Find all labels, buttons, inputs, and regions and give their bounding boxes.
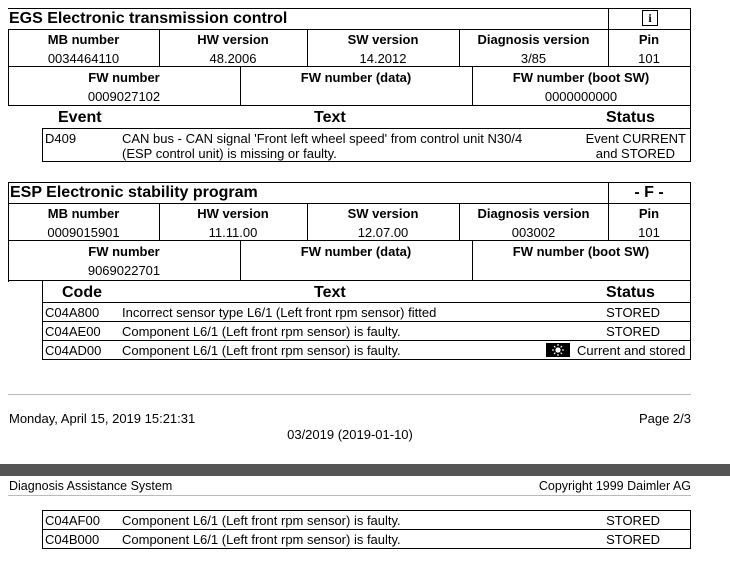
esp-code: C04A800 xyxy=(45,305,100,320)
esp-title: ESP Electronic stability program xyxy=(10,184,258,201)
divider xyxy=(8,495,691,496)
divider xyxy=(8,105,691,106)
egs-title: EGS Electronic transmission control xyxy=(9,10,288,27)
esp-sw-value: 12.07.00 xyxy=(357,225,409,240)
divider xyxy=(42,359,691,360)
egs-text-header: Text xyxy=(314,109,346,126)
divider xyxy=(8,203,691,204)
divider xyxy=(608,8,609,30)
egs-header-sw: SW version xyxy=(347,32,419,47)
egs-header-diag: Diagnosis version xyxy=(477,32,590,47)
egs-mb-value: 0034464110 xyxy=(47,51,120,66)
egs-hw-value: 48.2006 xyxy=(209,51,257,66)
egs-header-pin: Pin xyxy=(638,32,660,47)
esp-code-status: STORED xyxy=(606,305,660,320)
esp-fw-header: FW number xyxy=(88,244,160,259)
esp-mb-value: 0009015901 xyxy=(47,225,120,240)
esp-pin-value: 101 xyxy=(638,225,660,240)
divider xyxy=(42,161,691,162)
esp-header-pin: Pin xyxy=(638,206,660,221)
egs-pin-value: 101 xyxy=(638,51,660,66)
continued-code: C04B000 xyxy=(45,532,100,547)
esp-header-sw: SW version xyxy=(347,206,419,221)
egs-fw-data-header: FW number (data) xyxy=(300,70,412,85)
continued-code: C04AF00 xyxy=(45,513,100,528)
divider xyxy=(8,66,691,67)
esp-code-header: Code xyxy=(62,284,102,301)
continued-code-status: STORED xyxy=(606,513,660,528)
divider xyxy=(8,280,691,281)
divider xyxy=(690,106,691,162)
egs-fw-value: 0009027102 xyxy=(87,89,161,104)
divider xyxy=(8,8,691,9)
footer-version: 03/2019 (2019-01-10) xyxy=(287,427,413,442)
divider xyxy=(690,66,691,106)
esp-code-status: Current and stored xyxy=(577,343,686,358)
esp-fw-value: 9069022701 xyxy=(87,263,161,278)
sun-icon xyxy=(546,343,570,357)
egs-sw-value: 14.2012 xyxy=(359,51,407,66)
divider xyxy=(42,302,691,303)
egs-event-text-line1: CAN bus - CAN signal 'Front left wheel speed' from control unit N30/4 xyxy=(122,131,523,146)
divider xyxy=(8,240,691,241)
esp-diag-value: 003002 xyxy=(511,225,556,240)
egs-event-status-line1: Event CURRENT xyxy=(585,131,686,146)
egs-fw-header: FW number xyxy=(88,70,160,85)
egs-event-status-line2: and STORED xyxy=(595,146,675,161)
divider xyxy=(8,29,691,30)
esp-header-diag: Diagnosis version xyxy=(477,206,590,221)
divider xyxy=(690,182,691,282)
divider xyxy=(42,510,691,511)
esp-code-status: STORED xyxy=(606,324,660,339)
egs-event-header: Event xyxy=(58,109,102,126)
divider xyxy=(42,321,691,322)
continued-code-status: STORED xyxy=(606,532,660,547)
egs-header-hw: HW version xyxy=(197,32,269,47)
divider xyxy=(8,182,691,183)
next-page-header-right: Copyright 1999 Daimler AG xyxy=(538,479,691,493)
divider xyxy=(8,394,691,395)
divider xyxy=(42,548,691,549)
next-page-header-left: Diagnosis Assistance System xyxy=(9,479,173,493)
divider xyxy=(690,8,691,30)
esp-fault-flag: - F - xyxy=(634,184,664,201)
esp-header-mb: MB number xyxy=(47,206,120,221)
egs-event-text-line2: (ESP control unit) is missing or faulty. xyxy=(122,146,337,161)
footer-page: Page 2/3 xyxy=(638,411,691,426)
esp-code-text: Component L6/1 (Left front rpm sensor) is faulty. xyxy=(122,343,401,358)
continued-code-text: Component L6/1 (Left front rpm sensor) is faulty. xyxy=(122,513,401,528)
egs-header-mb: MB number xyxy=(47,32,120,47)
divider xyxy=(42,128,43,162)
esp-code: C04AE00 xyxy=(45,324,101,339)
egs-status-header: Status xyxy=(606,109,655,126)
esp-status-header: Status xyxy=(606,284,655,301)
divider xyxy=(690,29,691,67)
esp-code: C04AD00 xyxy=(45,343,102,358)
page-break xyxy=(0,464,730,476)
esp-header-hw: HW version xyxy=(197,206,269,221)
esp-code-text: Incorrect sensor type L6/1 (Left front rpm sensor) fitted xyxy=(122,305,437,320)
egs-diag-value: 3/85 xyxy=(520,51,547,66)
continued-code-text: Component L6/1 (Left front rpm sensor) is faulty. xyxy=(122,532,401,547)
esp-fw-data-header: FW number (data) xyxy=(300,244,412,259)
esp-text-header: Text xyxy=(314,284,346,301)
egs-fw-boot-header: FW number (boot SW) xyxy=(512,70,650,85)
esp-code-text: Component L6/1 (Left front rpm sensor) is faulty. xyxy=(122,324,401,339)
egs-event-code: D409 xyxy=(45,131,77,146)
esp-fw-boot-header: FW number (boot SW) xyxy=(512,244,650,259)
egs-fw-boot-value: 0000000000 xyxy=(544,89,618,104)
divider xyxy=(42,529,691,530)
divider xyxy=(42,128,691,129)
esp-hw-value: 11.11.00 xyxy=(208,225,258,240)
footer-date: Monday, April 15, 2019 15:21:31 xyxy=(9,411,196,426)
info-icon[interactable]: i xyxy=(642,10,658,26)
divider xyxy=(42,340,691,341)
